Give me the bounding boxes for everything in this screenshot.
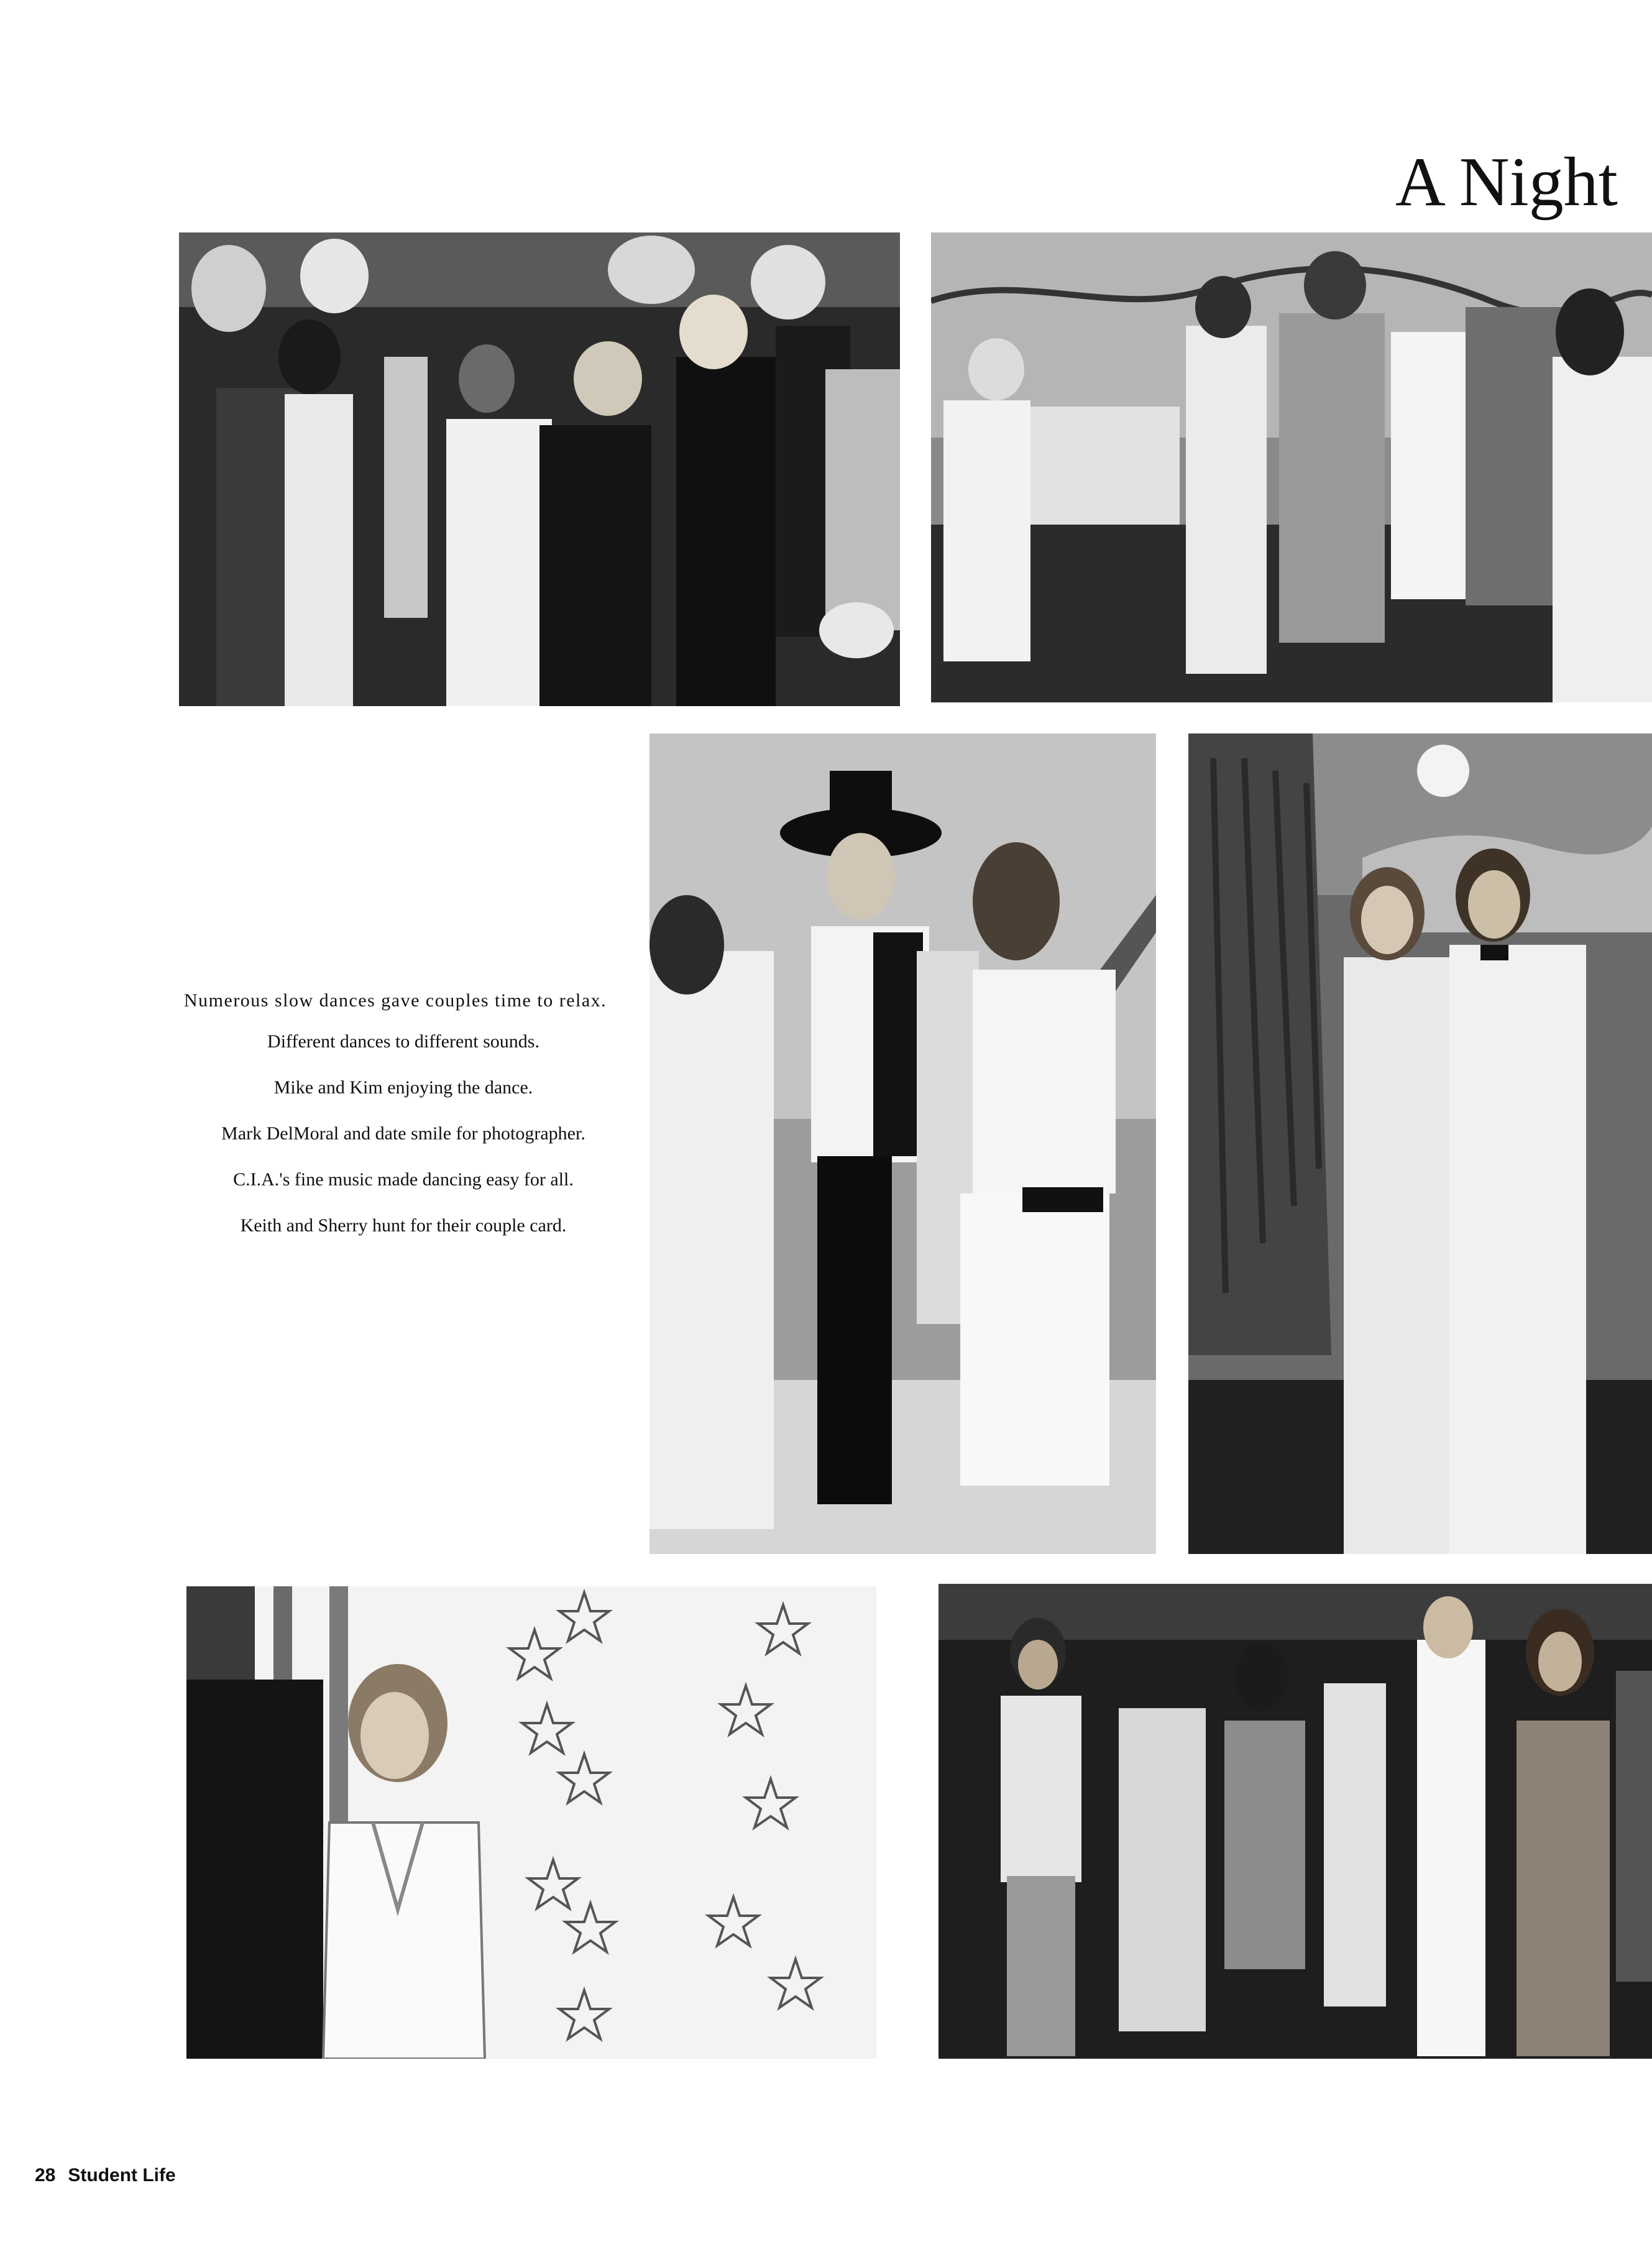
section-name: Student Life <box>68 2165 176 2186</box>
caption-1: Numerous slow dances gave couples time to relax. <box>184 990 607 1011</box>
photo-slow-dance <box>179 232 900 706</box>
caption-block <box>184 988 623 1259</box>
caption-2: Different dances to different sounds. <box>267 1031 539 1052</box>
photo-dance-floor-table <box>931 232 1652 702</box>
photo-couple-moon-image <box>1188 733 1652 1554</box>
caption-4: Mark DelMoral and date smile for photographer. <box>221 1123 585 1144</box>
photo-stars-tuxedo <box>186 1586 876 2059</box>
caption-6: Keith and Sherry hunt for their couple card. <box>240 1215 567 1236</box>
photo-stars-tuxedo-image <box>186 1586 876 2059</box>
photo-cowboy-dancer-image <box>649 733 1156 1554</box>
photo-crowd-dancing-image <box>938 1584 1652 2059</box>
photo-slow-dance-image <box>179 232 900 706</box>
photo-couple-moon <box>1188 733 1652 1554</box>
caption-3: Mike and Kim enjoying the dance. <box>273 1077 533 1098</box>
page-number: 28 <box>35 2165 56 2186</box>
page-footer <box>35 2162 176 2189</box>
photo-cowboy-dancer <box>649 733 1156 1554</box>
photo-crowd-dancing <box>938 1584 1652 2059</box>
page-title: A Night <box>1395 144 1618 221</box>
caption-5: C.I.A.'s fine music made dancing easy for all. <box>233 1169 574 1190</box>
photo-dance-floor-table-image <box>931 232 1652 702</box>
